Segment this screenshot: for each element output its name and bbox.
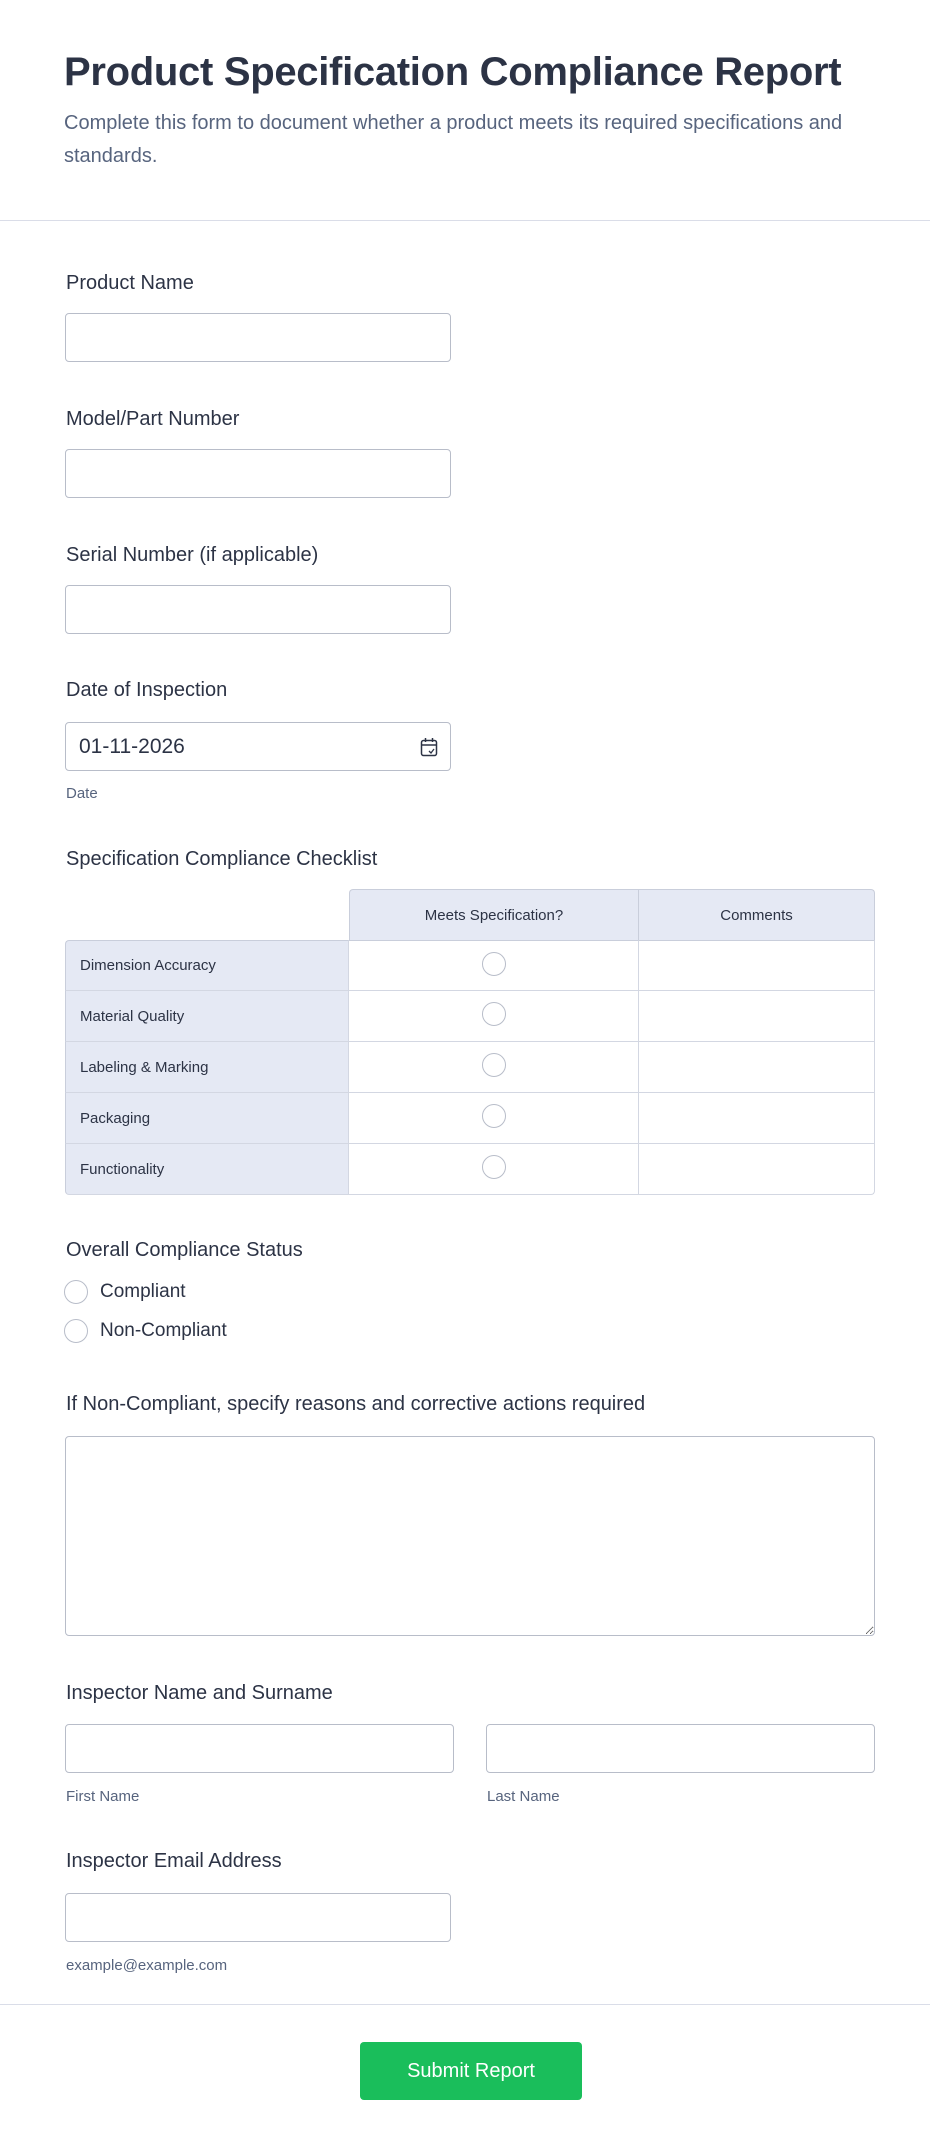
option-label: Compliant: [100, 1281, 186, 1302]
column-header-comments: Comments: [639, 889, 875, 940]
email-label: Inspector Email Address: [66, 1850, 282, 1872]
compliance-checklist-table: [65, 889, 875, 1195]
comments-cell[interactable]: [639, 1144, 875, 1195]
email-input[interactable]: [65, 1893, 451, 1942]
meets-spec-cell: [349, 1042, 639, 1093]
first-name-input[interactable]: [65, 1724, 454, 1773]
serial-number-input[interactable]: [65, 585, 451, 634]
last-name-input[interactable]: [486, 1724, 875, 1773]
meets-spec-cell: [349, 1144, 639, 1195]
inspector-name-label: Inspector Name and Surname: [66, 1682, 333, 1704]
column-header-meets-spec: Meets Specification?: [349, 889, 639, 940]
meets-spec-radio[interactable]: [482, 1155, 506, 1179]
meets-spec-radio[interactable]: [482, 1053, 506, 1077]
date-label: Date of Inspection: [66, 679, 228, 701]
product-name-input[interactable]: [65, 313, 451, 362]
empty-header-cell: [65, 889, 349, 940]
radio-compliant[interactable]: [64, 1280, 88, 1304]
meets-spec-radio[interactable]: [482, 952, 506, 976]
page-title: Product Specification Compliance Report: [64, 50, 842, 94]
row-label: Labeling & Marking: [65, 1042, 349, 1093]
comments-cell[interactable]: [639, 991, 875, 1042]
table-row: [65, 940, 875, 991]
header-divider: [0, 220, 930, 221]
row-label: Material Quality: [65, 991, 349, 1042]
radio-non-compliant[interactable]: [64, 1319, 88, 1343]
row-label: Dimension Accuracy: [65, 940, 349, 991]
row-label: Functionality: [65, 1144, 349, 1195]
reasons-textarea[interactable]: [65, 1436, 875, 1636]
email-sublabel: example@example.com: [66, 1957, 228, 1974]
serial-label: Serial Number (if applicable): [66, 544, 319, 566]
submit-report-button[interactable]: Submit Report: [360, 2042, 582, 2100]
table-row: [65, 991, 875, 1042]
calendar-icon[interactable]: [420, 737, 438, 757]
last-name-sublabel: Last Name: [487, 1788, 560, 1805]
date-sublabel: Date: [66, 785, 98, 802]
option-label: Non-Compliant: [100, 1320, 227, 1341]
date-value: 01-11-2026: [79, 735, 185, 758]
table-row: [65, 1042, 875, 1093]
option-non-compliant[interactable]: [64, 1319, 227, 1343]
page-subtitle: Complete this form to document whether a product meets its required specifications and standards.: [64, 112, 843, 167]
footer-divider: [0, 2004, 930, 2005]
comments-cell[interactable]: [639, 1042, 875, 1093]
overall-status-label: Overall Compliance Status: [66, 1239, 303, 1261]
date-input[interactable]: [65, 722, 451, 771]
comments-cell[interactable]: [639, 940, 875, 991]
first-name-sublabel: First Name: [66, 1788, 140, 1805]
reasons-label: If Non-Compliant, specify reasons and corrective actions required: [66, 1393, 646, 1415]
row-label: Packaging: [65, 1093, 349, 1144]
product-name-label: Product Name: [66, 272, 194, 294]
table-row: [65, 1093, 875, 1144]
checklist-label: Specification Compliance Checklist: [66, 848, 378, 870]
meets-spec-cell: [349, 1093, 639, 1144]
meets-spec-radio[interactable]: [482, 1002, 506, 1026]
table-row: [65, 1144, 875, 1195]
comments-cell[interactable]: [639, 1093, 875, 1144]
option-compliant[interactable]: [64, 1280, 186, 1304]
meets-spec-radio[interactable]: [482, 1104, 506, 1128]
meets-spec-cell: [349, 940, 639, 991]
model-label: Model/Part Number: [66, 408, 240, 430]
meets-spec-cell: [349, 991, 639, 1042]
model-number-input[interactable]: [65, 449, 451, 498]
